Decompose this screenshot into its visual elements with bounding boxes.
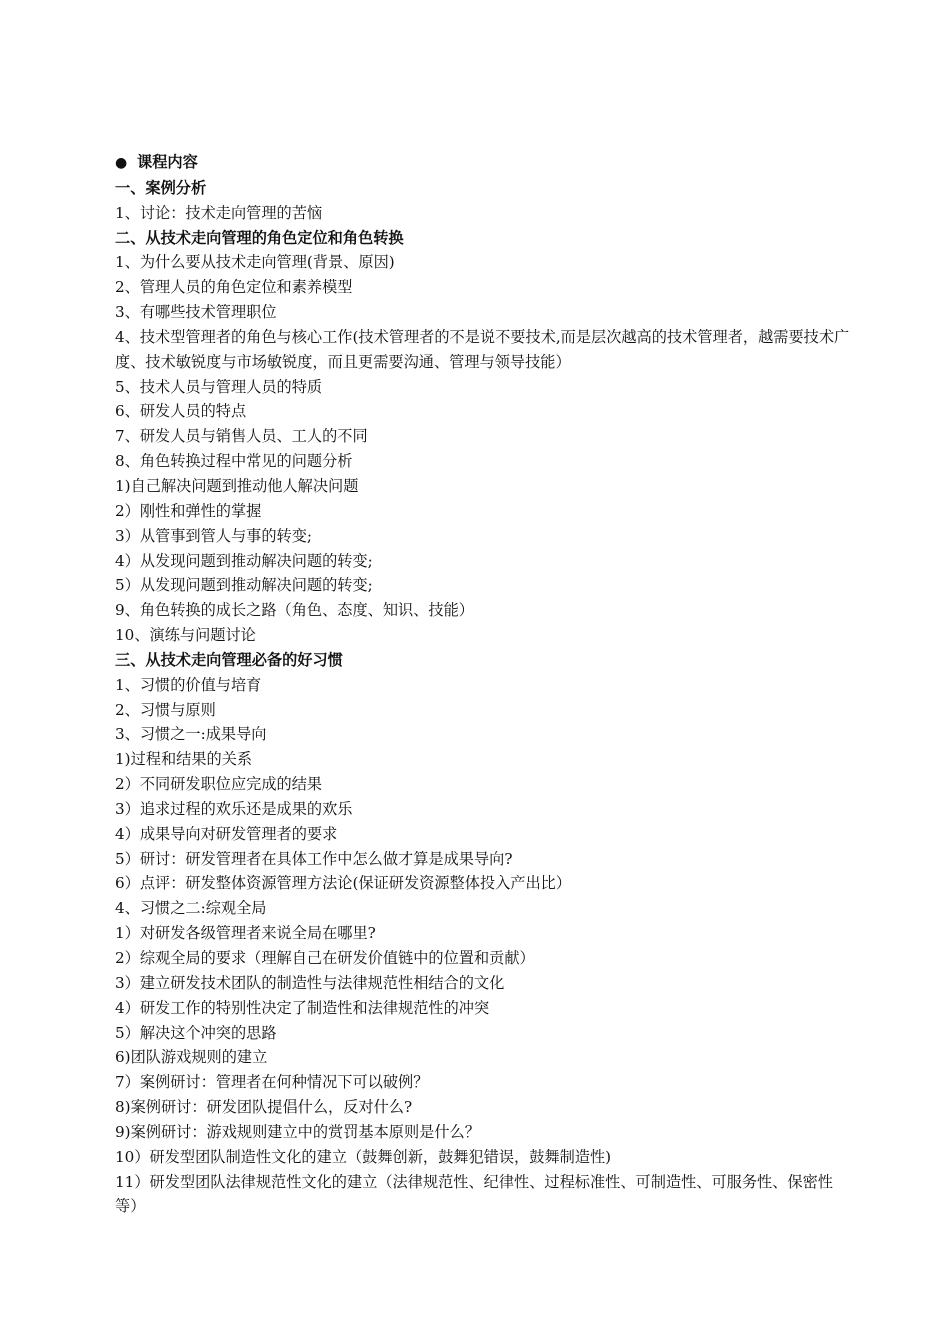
content-line: 1、讨论：技术走向管理的苦恼 — [115, 203, 323, 222]
content-line: 2）综观全局的要求（理解自己在研发价值链中的位置和贡献） — [115, 949, 535, 967]
content-line: 9、角色转换的成长之路（角色、态度、知识、技能） — [115, 601, 474, 620]
content-line: 3）追求过程的欢乐还是成果的欢乐 — [115, 799, 353, 818]
content-line: 3、有哪些技术管理职位 — [115, 303, 277, 322]
heading-text: 课程内容 — [137, 153, 198, 171]
content-line: 1)过程和结果的关系 — [115, 750, 253, 769]
section-title: 一、案例分析 — [115, 178, 207, 197]
content-line: 9)案例研讨：游戏规则建立中的赏罚基本原则是什么？ — [115, 1122, 480, 1141]
content-line: 1、为什么要从技术走向管理(背景、原因) — [115, 253, 395, 272]
content-line: 3、习惯之一:成果导向 — [115, 725, 267, 744]
content-line: 4）成果导向对研发管理者的要求 — [115, 824, 338, 843]
content-line: 5）从发现问题到推动解决问题的转变; — [115, 576, 373, 595]
content-line: 6、研发人员的特点 — [115, 402, 247, 421]
section-title: 三、从技术走向管理必备的好习惯 — [115, 650, 343, 669]
content-line: 11）研发型团队法律规范性文化的建立（法律规范性、纪律性、过程标准性、可制造性、可服务性、保密性等） — [115, 1172, 833, 1216]
content-line: 2）不同研发职位应完成的结果 — [115, 775, 323, 794]
content-line: 4）从发现问题到推动解决问题的转变; — [115, 551, 373, 570]
content-line: 6)团队游戏规则的建立 — [115, 1048, 268, 1067]
content-line: 7、研发人员与销售人员、工人的不同 — [115, 427, 368, 446]
content-line: 2、管理人员的角色定位和素养模型 — [115, 278, 353, 297]
section-title: 二、从技术走向管理的角色定位和角色转换 — [115, 228, 404, 247]
section-heading — [115, 150, 855, 176]
content-line: 7）案例研讨：管理者在何种情况下可以破例？ — [115, 1073, 429, 1092]
content-line: 10）研发型团队制造性文化的建立（鼓舞创新，鼓舞犯错误，鼓舞制造性) — [115, 1147, 612, 1166]
content-line: 4、技术型管理者的角色与核心工作(技术管理者的不是说不要技术,而是层次越高的技术管理者，越需要技术广度、技术敏锐度与市场敏锐度，而且更需要沟通、管理与领导技能） — [115, 327, 850, 371]
content-line: 1）对研发各级管理者来说全局在哪里? — [115, 924, 376, 943]
content-line: 2、习惯与原则 — [115, 700, 216, 719]
content-line: 1、习惯的价值与培育 — [115, 675, 262, 694]
content-line: 4、习惯之二:综观全局 — [115, 899, 267, 918]
content-lines — [115, 176, 855, 1219]
content-line: 3）建立研发技术团队的制造性与法律规范性相结合的文化 — [115, 973, 505, 992]
content-line: 1)自己解决问题到推动他人解决问题 — [115, 476, 359, 495]
content-line: 8、角色转换过程中常见的问题分析 — [115, 452, 353, 471]
bullet-icon: ● — [115, 155, 128, 171]
content-line: 10、演练与问题讨论 — [115, 626, 256, 645]
content-line: 8)案例研讨：研发团队提倡什么，反对什么? — [115, 1098, 413, 1117]
content-line: 5）解决这个冲突的思路 — [115, 1023, 277, 1042]
content-line: 2）刚性和弹性的掌握 — [115, 501, 262, 520]
content-line: 5、技术人员与管理人员的特质 — [115, 377, 323, 396]
content-line: 6）点评：研发整体资源管理方法论(保证研发资源整体投入产出比） — [115, 874, 572, 893]
course-content — [115, 150, 855, 1219]
content-line: 4）研发工作的特别性决定了制造性和法律规范性的冲突 — [115, 998, 490, 1017]
content-line: 3）从管事到管人与事的转变; — [115, 526, 313, 545]
content-line: 5）研讨：研发管理者在具体工作中怎么做才算是成果导向? — [115, 849, 513, 868]
